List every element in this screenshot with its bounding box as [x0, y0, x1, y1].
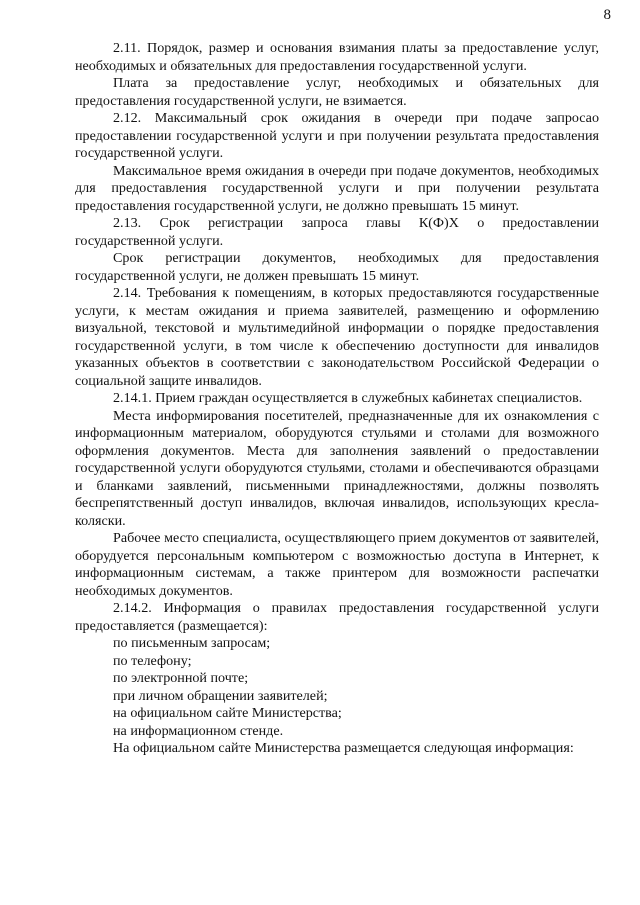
page-number: 8 — [603, 7, 611, 23]
paragraph-2-14-2: 2.14.2. Информация о правилах предоставления государственной услуги предоставляется (размещается): — [75, 600, 599, 634]
paragraph-2-12-heading: 2.12. Максимальный срок ожидания в очереди при подаче запросао предоставлении государственной услуги и при получении результата предоставления государственной услуги. — [75, 110, 599, 161]
paragraph-closing: На официальном сайте Министерства размещается следующая информация: — [113, 740, 574, 756]
paragraph-2-13-heading: 2.13. Срок регистрации запроса главы К(Ф)Х о предоставлении государственной услуги. — [75, 215, 599, 249]
paragraph-2-11-text: Плата за предоставление услуг, необходимых и обязательных для предоставления государственной услуги, не взимается. — [75, 75, 599, 109]
paragraph-2-14-heading: 2.14. Требования к помещениям, в которых предоставляются государственные услуги, к местам ожидания и приема заявителей, размещению и оформлению визуальной, текстовой и мультимедийной информации о порядке предоставления государственной услуги, в том числе к обеспечению доступности для инвалидов указанных объектов в соответствии с законодательством Российской Федерации о социальной защите инвалидов. — [75, 285, 599, 389]
document-body — [75, 40, 599, 758]
list-item: на официальном сайте Министерства; — [113, 705, 342, 721]
paragraph-2-14-1: 2.14.1. Прием граждан осуществляется в служебных кабинетах специалистов. — [113, 390, 583, 406]
paragraph-2-13-text: Срок регистрации документов, необходимых для предоставления государственной услуги, не должен превышать 15 минут. — [75, 250, 599, 284]
list-item: по электронной почте; — [113, 670, 249, 686]
paragraph-2-11-heading: 2.11. Порядок, размер и основания взимания платы за предоставление услуг, необходимых и обязательных для предоставления государственной услуги. — [75, 40, 599, 74]
list-item: по письменным запросам; — [113, 635, 271, 651]
list-item: при личном обращении заявителей; — [113, 687, 328, 704]
list-item: на информационном стенде. — [113, 722, 284, 739]
paragraph-2-12-text: Максимальное время ожидания в очереди при подаче документов, необходимых для предоставления государственной услуги и при получении результата предоставления государственной услуги, не должно превышать 15 минут. — [75, 162, 599, 214]
paragraph-workplace: Рабочее место специалиста, осуществляющего прием документов от заявителей, оборудуется персональным компьютером с возможностью доступа в Интернет, к информационным системам, а также принтером для возможности распечатки необходимых документов. — [75, 530, 599, 599]
list-item: по телефону; — [113, 652, 192, 669]
paragraph-info-places: Места информирования посетителей, предназначенные для их ознакомления с информационным материалом, оборудуются стульями и столами для возможного оформления документов. Места для заполнения заявлений о предоставлении государственной услуги оборудуются стульями, столами и обеспечиваются образцами и бланками заявлений, письменными принадлежностями, должны позволять беспрепятственный доступ инвалидов, включая инвалидов, использующих кресла-коляски. — [75, 407, 599, 529]
